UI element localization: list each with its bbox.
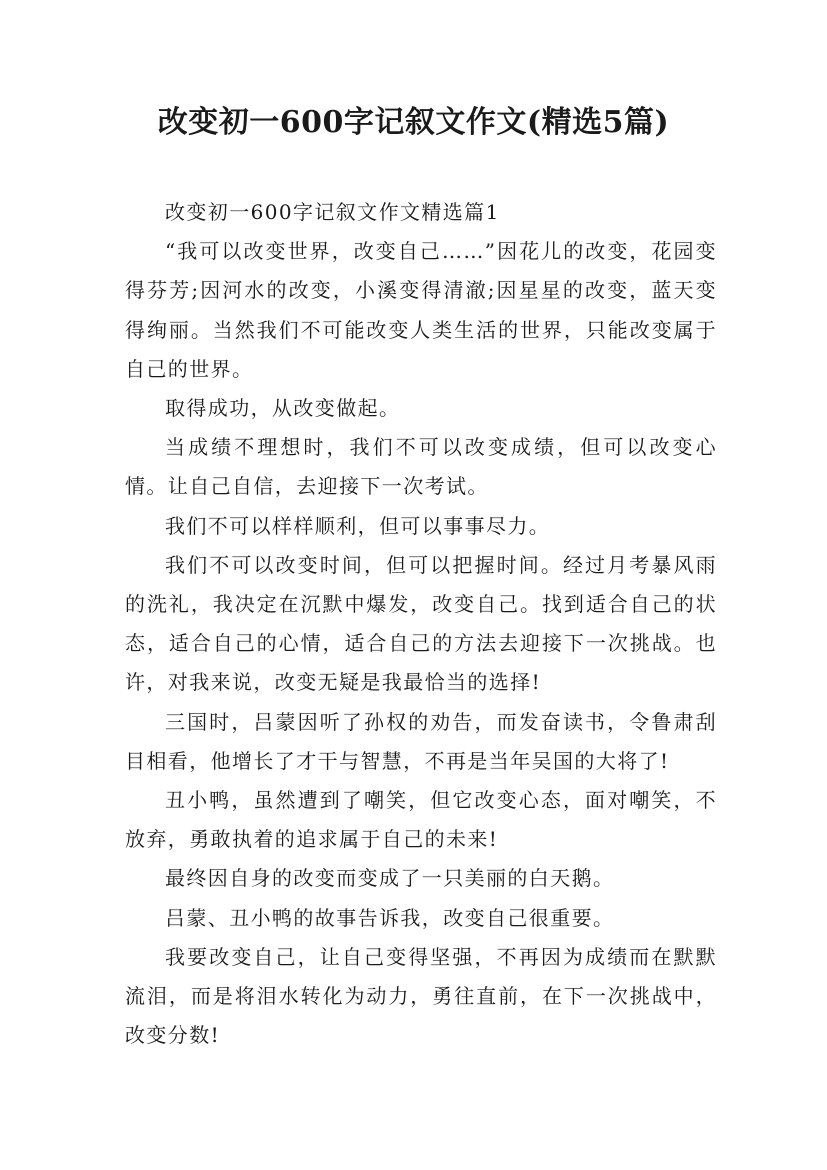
paragraph: 我要改变自己，让自己变得坚强，不再因为成绩而在默默流泪，而是将泪水转化为动力，勇往直前，在下一次挑战中，改变分数! <box>125 944 717 1048</box>
document-body <box>125 193 717 1055</box>
paragraph: 丑小鸭，虽然遭到了嘲笑，但它改变心态，面对嘲笑，不放弃，勇敢执着的追求属于自己的未来! <box>125 788 717 852</box>
paragraph: 三国时，吕蒙因听了孙权的劝告，而发奋读书，令鲁肃刮目相看，他增长了才干与智慧，不再是当年吴国的大将了! <box>125 709 717 773</box>
paragraph: 我们不可以改变时间，但可以把握时间。经过月考暴风雨的洗礼，我决定在沉默中爆发，改变自己。找到适合自己的状态，适合自己的心情，适合自己的方法去迎接下一次挑战。也许，对我来说，改变无疑是我最恰当的选择! <box>125 552 717 695</box>
paragraph: “我可以改变世界，改变自己……”因花儿的改变，花园变得芬芳;因河水的改变，小溪变得清澈;因星星的改变，蓝天变得绚丽。当然我们不可能改变人类生活的世界，只能改变属于自己的世界。 <box>125 239 717 381</box>
paragraph: 吕蒙、丑小鸭的故事告诉我，改变自己很重要。 <box>165 905 615 930</box>
paragraph: 我们不可以样样顺利，但可以事事尽力。 <box>165 513 551 538</box>
paragraph: 最终因自身的改变而变成了一只美丽的白天鹅。 <box>165 866 615 891</box>
document-title: 改变初一600字记叙文作文(精选5篇) <box>157 105 670 140</box>
section-heading: 改变初一600字记叙文作文精选篇1 <box>165 200 500 224</box>
paragraph: 当成绩不理想时，我们不可以改变成绩，但可以改变心情。让自己自信，去迎接下一次考试。 <box>125 435 717 499</box>
paragraph: 取得成功，从改变做起。 <box>165 396 401 421</box>
